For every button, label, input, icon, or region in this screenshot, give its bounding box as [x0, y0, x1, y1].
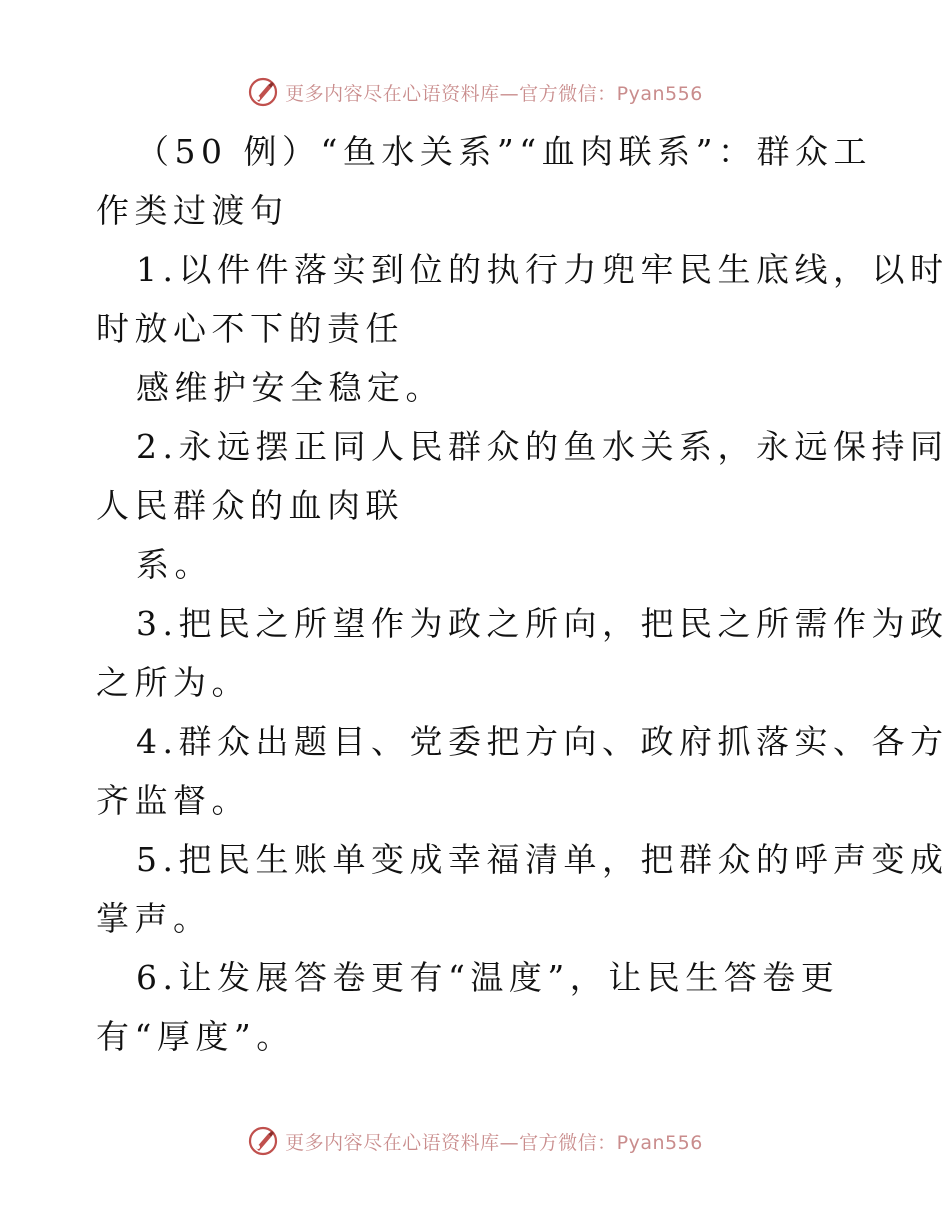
header-watermark: [0, 72, 950, 112]
item-1-line-1: 1.以件件落实到位的执行力兜牢民生底线，以时: [136, 250, 949, 289]
item-3-line-1: 3.把民之所望作为政之所向，把民之所需作为政: [136, 604, 949, 643]
item-2-line-3: 系。: [136, 545, 213, 584]
item-5-line-2: 掌声。: [96, 899, 212, 938]
item-3-line-2: 之所为。: [96, 663, 250, 702]
item-4-line-1: 4.群众出题目、党委把方向、政府抓落实、各方: [136, 722, 949, 761]
pen-logo-icon: [247, 76, 279, 108]
item-6-line-1: 6.让发展答卷更有“温度”，让民生答卷更: [136, 958, 840, 997]
watermark-text: 更多内容尽在心语资料库—官方微信：Pyan556: [285, 1131, 703, 1154]
item-2-line-1: 2.永远摆正同人民群众的鱼水关系，永远保持同: [136, 427, 949, 466]
item-4-line-2: 齐监督。: [96, 781, 250, 820]
item-1-line-3: 感维护安全稳定。: [136, 368, 444, 407]
footer-watermark: [0, 1121, 950, 1161]
document-title-line-2: 作类过渡句: [96, 191, 289, 230]
item-2-line-2: 人民群众的血肉联: [96, 486, 404, 525]
watermark-text: 更多内容尽在心语资料库—官方微信：Pyan556: [285, 82, 703, 105]
document-title-line-1: （50 例）“鱼水关系”“血肉联系”：群众工: [136, 132, 872, 171]
document-body: [96, 122, 949, 1066]
item-6-line-2: 有“厚度”。: [96, 1017, 295, 1056]
pen-logo-icon: [247, 1125, 279, 1157]
item-5-line-1: 5.把民生账单变成幸福清单，把群众的呼声变成: [136, 840, 949, 879]
item-1-line-2: 时放心不下的责任: [96, 309, 404, 348]
